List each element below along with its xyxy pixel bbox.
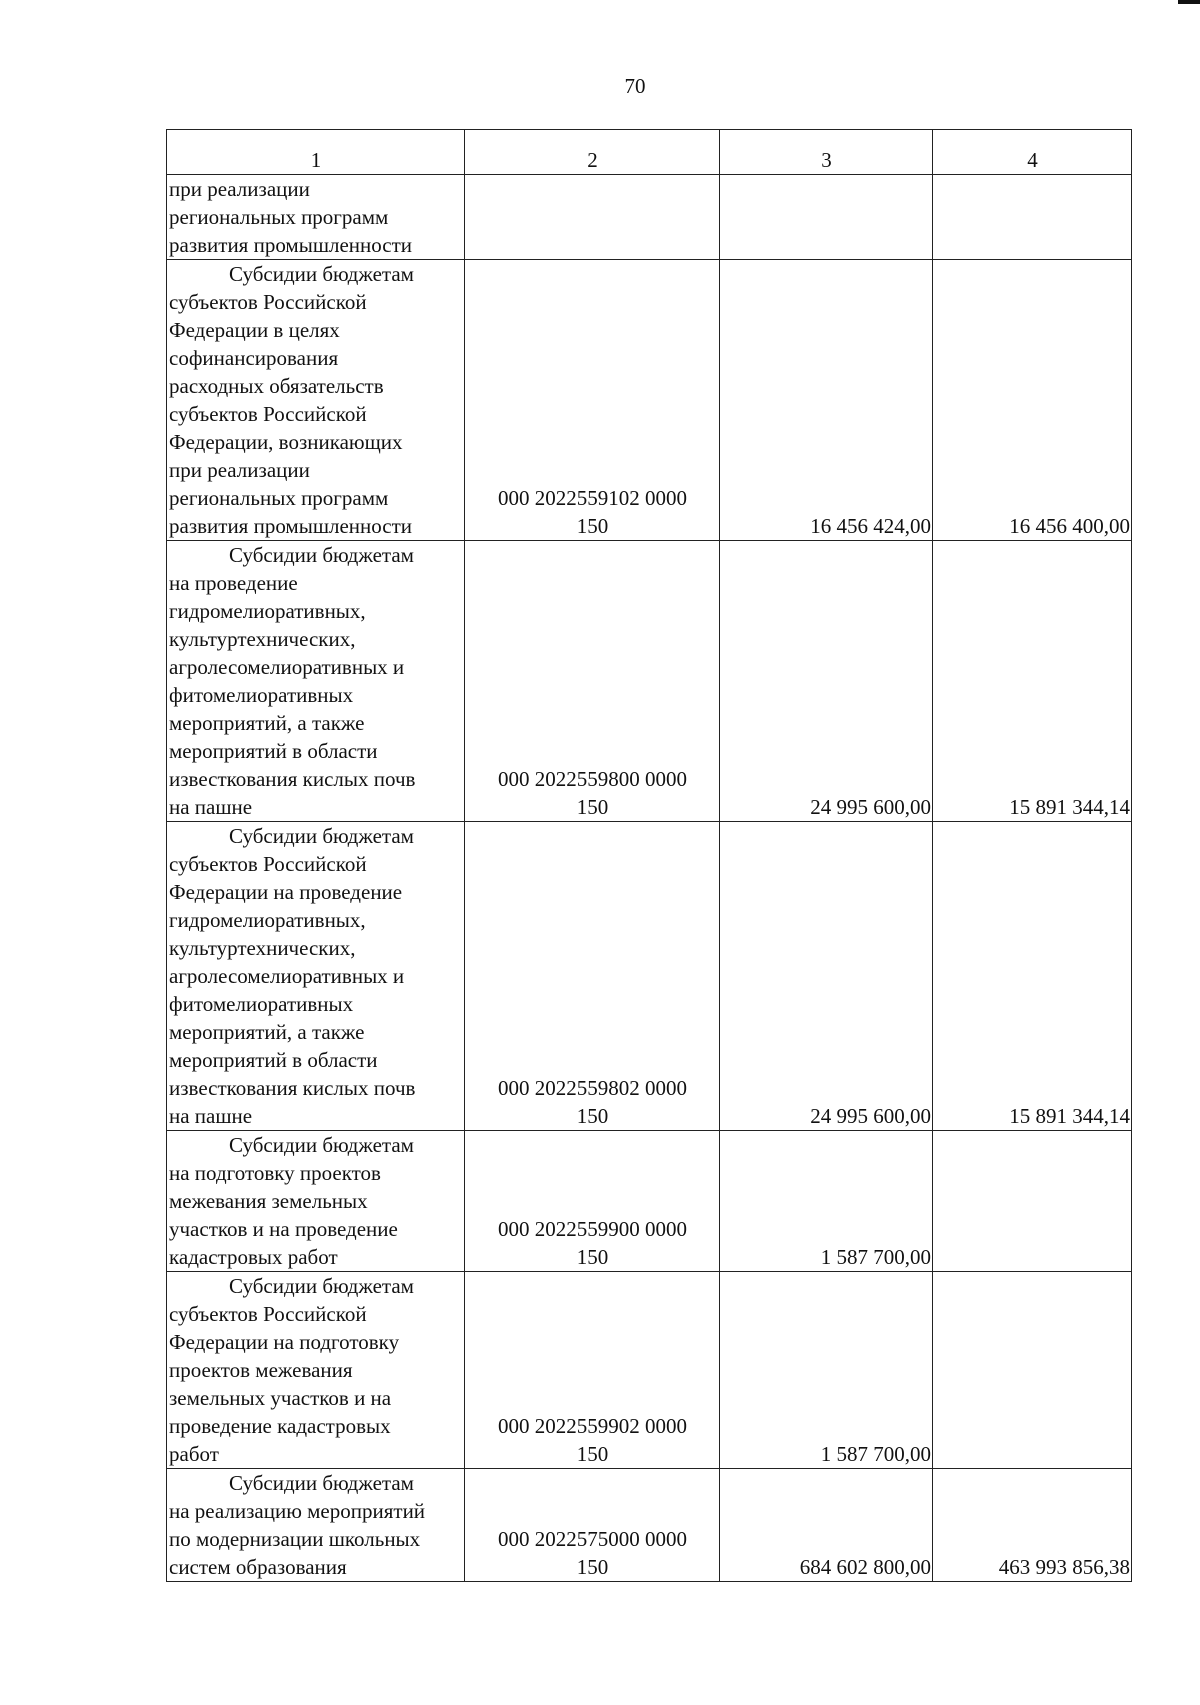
table-row — [167, 175, 1132, 260]
row-name-line: культуртехнических, — [169, 936, 356, 960]
row-name-line: развития промышленности — [169, 514, 413, 538]
row-amount-executed: 16 456 400,00 — [933, 260, 1132, 541]
row-amount-executed — [933, 175, 1132, 260]
row-name-line: систем образования — [169, 1555, 347, 1579]
row-code-cell — [465, 822, 720, 1131]
row-code-line: 150 — [576, 1245, 609, 1269]
table-header-row — [167, 130, 1132, 175]
row-amount-executed — [933, 1131, 1132, 1272]
row-amount-planned: 24 995 600,00 — [720, 541, 933, 822]
row-name-cell — [167, 260, 465, 541]
row-code-line: 000 2022559802 0000 — [498, 1076, 687, 1100]
row-name-line: проектов межевания — [169, 1358, 353, 1382]
row-name-line: гидромелиоративных, — [169, 908, 366, 932]
row-amount-executed: 15 891 344,14 — [933, 822, 1132, 1131]
row-amount-planned: 1 587 700,00 — [720, 1131, 933, 1272]
row-name-line: земельных участков и на — [169, 1386, 392, 1410]
row-name-line: при реализации — [169, 458, 310, 482]
row-amount-planned: 16 456 424,00 — [720, 260, 933, 541]
row-name-line: Федерации в целях — [169, 318, 340, 342]
page-corner-mark — [1178, 0, 1200, 4]
table-row — [167, 1131, 1132, 1272]
table-row — [167, 260, 1132, 541]
budget-table — [166, 129, 1132, 1582]
row-name-cell — [167, 822, 465, 1131]
row-name-line: развития промышленности — [169, 233, 413, 257]
row-name-line: Субсидии бюджетам — [229, 1471, 414, 1495]
row-name-line: субъектов Российской — [169, 290, 367, 314]
row-name-line: региональных программ — [169, 486, 389, 510]
row-code-line: 150 — [576, 1555, 609, 1579]
table-row — [167, 822, 1132, 1131]
row-code-line: 000 2022559800 0000 — [498, 767, 687, 791]
row-name-cell — [167, 1131, 465, 1272]
row-code-line: 150 — [576, 514, 609, 538]
row-name-line: Федерации, возникающих — [169, 430, 403, 454]
row-code-line: 000 2022559900 0000 — [498, 1217, 687, 1241]
row-code-cell — [465, 541, 720, 822]
table-row — [167, 1469, 1132, 1582]
page-number: 70 — [624, 74, 646, 98]
row-amount-planned: 684 602 800,00 — [720, 1469, 933, 1582]
row-name-line: Субсидии бюджетам — [229, 824, 414, 848]
table-row — [167, 541, 1132, 822]
row-name-line: при реализации — [169, 177, 310, 201]
row-name-line: агролесомелиоративных и — [169, 655, 405, 679]
row-amount-executed — [933, 1272, 1132, 1469]
column-header-4: 4 — [933, 130, 1132, 175]
row-name-line: Федерации на подготовку — [169, 1330, 400, 1354]
row-name-line: агролесомелиоративных и — [169, 964, 405, 988]
row-amount-planned: 1 587 700,00 — [720, 1272, 933, 1469]
row-code-line: 000 2022559902 0000 — [498, 1414, 687, 1438]
row-code-line: 150 — [576, 1442, 609, 1466]
table-row — [167, 1272, 1132, 1469]
row-name-line: расходных обязательств — [169, 374, 384, 398]
row-name-line: гидромелиоративных, — [169, 599, 366, 623]
row-code-cell — [465, 1469, 720, 1582]
row-name-line: по модернизации школьных — [169, 1527, 421, 1551]
row-code-cell — [465, 1272, 720, 1469]
row-name-line: мероприятий, а также — [169, 711, 365, 735]
row-name-line: межевания земельных — [169, 1189, 368, 1213]
row-name-line: работ — [169, 1442, 219, 1466]
row-name-line: Субсидии бюджетам — [229, 1133, 414, 1157]
row-name-line: мероприятий, а также — [169, 1020, 365, 1044]
row-name-line: кадастровых работ — [169, 1245, 338, 1269]
row-name-line: Субсидии бюджетам — [229, 262, 414, 286]
row-name-line: субъектов Российской — [169, 1302, 367, 1326]
row-code-cell — [465, 1131, 720, 1272]
row-name-line: мероприятий в области — [169, 1048, 378, 1072]
row-name-line: известкования кислых почв — [169, 767, 416, 791]
row-name-line: софинансирования — [169, 346, 339, 370]
column-header-3: 3 — [720, 130, 933, 175]
row-name-line: на реализацию мероприятий — [169, 1499, 426, 1523]
row-code-line: 000 2022575000 0000 — [498, 1527, 687, 1551]
row-name-cell — [167, 1272, 465, 1469]
row-name-line: участков и на проведение — [169, 1217, 398, 1241]
row-name-line: Субсидии бюджетам — [229, 543, 414, 567]
row-name-line: региональных программ — [169, 205, 389, 229]
row-name-line: культуртехнических, — [169, 627, 356, 651]
row-name-line: на проведение — [169, 571, 298, 595]
row-amount-executed: 463 993 856,38 — [933, 1469, 1132, 1582]
row-name-line: Субсидии бюджетам — [229, 1274, 414, 1298]
row-name-line: проведение кадастровых — [169, 1414, 391, 1438]
row-code-line: 000 2022559102 0000 — [498, 486, 687, 510]
row-name-line: субъектов Российской — [169, 402, 367, 426]
row-name-cell — [167, 541, 465, 822]
row-code-line: 150 — [576, 795, 609, 819]
row-name-line: фитомелиоративных — [169, 992, 354, 1016]
row-code-cell — [465, 175, 720, 260]
column-header-2: 2 — [465, 130, 720, 175]
row-amount-executed: 15 891 344,14 — [933, 541, 1132, 822]
row-name-cell — [167, 175, 465, 260]
column-header-1: 1 — [167, 130, 465, 175]
row-name-line: мероприятий в области — [169, 739, 378, 763]
row-code-line: 150 — [576, 1104, 609, 1128]
row-name-line: субъектов Российской — [169, 852, 367, 876]
row-name-line: фитомелиоративных — [169, 683, 354, 707]
row-name-line: на пашне — [169, 795, 253, 819]
row-name-line: на подготовку проектов — [169, 1161, 381, 1185]
row-name-line: Федерации на проведение — [169, 880, 403, 904]
row-amount-planned — [720, 175, 933, 260]
row-amount-planned: 24 995 600,00 — [720, 822, 933, 1131]
row-name-line: известкования кислых почв — [169, 1076, 416, 1100]
row-name-line: на пашне — [169, 1104, 253, 1128]
row-code-cell — [465, 260, 720, 541]
row-name-cell — [167, 1469, 465, 1582]
